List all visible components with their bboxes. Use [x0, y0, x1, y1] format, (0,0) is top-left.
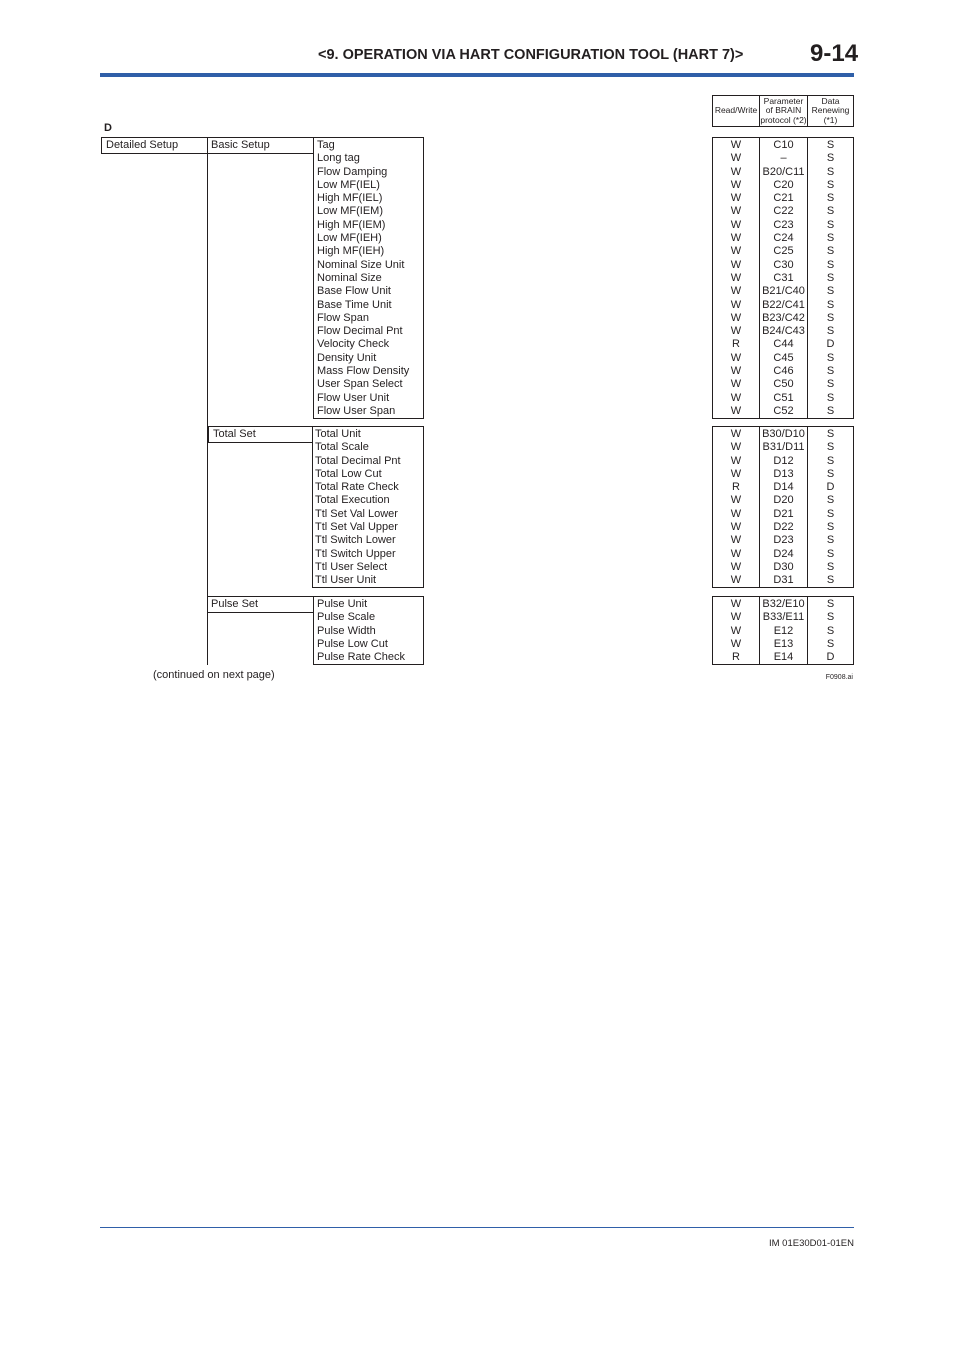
param-item: Ttl Set Val Lower [315, 507, 398, 520]
attr-cell-rw: W [730, 232, 742, 245]
attr-cell-brain: E12 [773, 624, 794, 637]
attr-column-brain [760, 597, 807, 664]
param-item: Ttl Switch Lower [315, 534, 396, 547]
attr-block-total-set [712, 426, 854, 588]
attr-cell-brain: B32/E10 [762, 598, 805, 610]
attr-cell-renew: S [826, 285, 835, 298]
attr-cell-rw: W [730, 258, 742, 271]
param-item: Long tag [317, 152, 360, 165]
attr-cell-renew: D [826, 338, 835, 351]
header-brain-line3: protocol (*2) [760, 114, 807, 125]
param-item: Low MF(IEL) [317, 178, 380, 191]
attr-cell-brain: D20 [773, 494, 794, 507]
param-item: Nominal Size Unit [317, 258, 405, 271]
attr-cell-renew: S [826, 325, 835, 338]
attr-cell-brain: B31/D11 [762, 441, 805, 454]
attr-column-renew [808, 138, 853, 418]
header-renew-line1: Data [821, 95, 840, 106]
attr-cell-brain: B20/C11 [762, 165, 805, 178]
attr-cell-renew: S [826, 494, 835, 507]
param-item: Nominal Size [317, 271, 382, 284]
attr-cell-brain: C20 [773, 178, 794, 191]
page-header-title: <9. OPERATION VIA HART CONFIGURATION TOOL (HART 7)> [318, 47, 744, 63]
attr-cell-rw: W [730, 178, 742, 191]
attr-cell-brain: D13 [773, 467, 794, 480]
param-item: Flow User Span [317, 404, 396, 417]
attr-cell-rw: W [730, 574, 742, 587]
attr-cell-brain: C25 [773, 245, 794, 258]
attr-cell-brain: B33/E11 [762, 611, 805, 624]
group-box-total-set [208, 426, 314, 443]
attr-cell-rw: W [730, 598, 742, 610]
attr-cell-brain: C22 [773, 205, 794, 218]
attr-cell-brain: B30/D10 [762, 428, 805, 440]
param-item: Base Time Unit [317, 298, 392, 311]
attr-column-brain [760, 138, 807, 418]
group-label-basic-setup: Basic Setup [211, 139, 270, 151]
param-item: Total Unit [315, 428, 361, 440]
attr-cell-brain: C23 [773, 218, 794, 231]
attr-cell-brain: D31 [773, 574, 794, 587]
attr-cell-brain: D21 [773, 507, 794, 520]
attr-column-rw [713, 597, 759, 664]
attr-cell-brain: D14 [773, 481, 794, 494]
attr-cell-brain: D23 [773, 534, 794, 547]
header-rule [100, 73, 854, 77]
attr-cell-renew: S [826, 624, 835, 637]
attr-cell-renew: S [826, 404, 835, 417]
attr-cell-renew: S [826, 351, 835, 364]
attr-cell-rw: W [730, 245, 742, 258]
attr-cell-brain: C44 [773, 338, 794, 351]
attr-block-basic-setup [712, 137, 854, 419]
attr-block-pulse-set [712, 596, 854, 665]
attr-cell-rw: W [730, 325, 742, 338]
attr-cell-brain: E14 [773, 651, 794, 664]
attr-cell-brain: C51 [773, 391, 794, 404]
param-item: Pulse Rate Check [317, 651, 406, 664]
attr-cell-rw: W [730, 521, 742, 534]
attr-cell-rw: W [730, 165, 742, 178]
group-label-total-set: Total Set [213, 428, 256, 440]
attr-cell-brain: B22/C41 [762, 298, 805, 311]
menu-root-box [101, 137, 208, 154]
param-box-basic-setup [313, 137, 424, 419]
param-item: User Span Select [317, 378, 403, 391]
attr-cell-rw: W [730, 507, 742, 520]
attr-cell-rw: W [730, 391, 742, 404]
attr-cell-renew: S [826, 218, 835, 231]
attr-cell-renew: S [826, 428, 835, 440]
param-item: Total Low Cut [315, 467, 382, 480]
attr-column-rw [713, 427, 759, 588]
attr-cell-rw: W [730, 192, 742, 205]
attr-cell-renew: S [826, 391, 835, 404]
attr-cell-rw: W [730, 624, 742, 637]
attr-cell-rw: W [730, 351, 742, 364]
param-item: Low MF(IEM) [317, 205, 383, 218]
param-item: Flow Damping [317, 165, 388, 178]
section-letter: D [104, 122, 112, 134]
attr-cell-rw: W [730, 365, 742, 378]
attr-cell-brain: B21/C40 [762, 285, 805, 298]
menu-root-label: Detailed Setup [106, 139, 179, 151]
attr-cell-renew: S [826, 507, 835, 520]
figure-id: F0908.ai [825, 674, 853, 681]
param-item: Density Unit [317, 351, 377, 364]
group-label-pulse-set: Pulse Set [211, 598, 259, 610]
attr-cell-rw: W [730, 441, 742, 454]
attr-cell-rw: W [730, 378, 742, 391]
attr-cell-renew: D [826, 651, 835, 664]
param-list-basic-setup [317, 139, 409, 418]
param-item: High MF(IEH) [317, 245, 385, 258]
param-box-pulse-set [313, 596, 424, 665]
footer-doc-number: IM 01E30D01-01EN [768, 1238, 854, 1249]
attr-cell-brain: D22 [773, 521, 794, 534]
header-brain-parameter [760, 96, 807, 126]
param-item: Total Decimal Pnt [315, 454, 401, 467]
header-read-write [713, 96, 759, 126]
attr-cell-brain: C24 [773, 232, 794, 245]
attr-cell-rw: W [730, 152, 742, 165]
attr-cell-renew: S [826, 378, 835, 391]
param-item: High MF(IEM) [317, 218, 386, 231]
attr-cell-rw: W [730, 311, 742, 324]
attr-cell-renew: S [826, 637, 835, 650]
attr-cell-brain: C50 [773, 378, 794, 391]
attr-cell-rw: W [730, 428, 742, 440]
attr-cell-renew: S [826, 178, 835, 191]
attr-cell-renew: S [826, 521, 835, 534]
attr-cell-renew: S [826, 245, 835, 258]
header-read-write-text: Read/Write [714, 105, 758, 116]
param-item: Low MF(IEH) [317, 232, 382, 245]
attr-cell-brain: – [780, 152, 787, 165]
attr-table-header [712, 95, 854, 127]
attr-cell-renew: S [826, 165, 835, 178]
attr-cell-renew: S [826, 258, 835, 271]
header-brain-line1: Parameter [763, 95, 804, 106]
group-box-basic-setup [207, 137, 314, 154]
param-item: Mass Flow Density [317, 365, 410, 378]
attr-cell-brain: C10 [773, 139, 794, 151]
attr-cell-renew: S [826, 534, 835, 547]
attr-column-rw [713, 138, 759, 418]
footer-rule [100, 1227, 854, 1228]
attr-cell-renew: S [826, 152, 835, 165]
group-connector-line [207, 153, 208, 665]
param-item: Total Rate Check [315, 481, 399, 494]
attr-cell-renew: S [826, 298, 835, 311]
attr-cell-renew: S [826, 560, 835, 573]
param-box-total-set [312, 426, 424, 588]
attr-cell-rw: W [730, 467, 742, 480]
attr-column-renew [808, 597, 853, 664]
param-item: Ttl Switch Upper [315, 547, 396, 560]
header-renew-line3: (*1) [823, 114, 838, 125]
attr-cell-brain: C21 [773, 192, 794, 205]
attr-cell-renew: S [826, 441, 835, 454]
attr-cell-rw: W [730, 454, 742, 467]
attr-cell-renew: S [826, 311, 835, 324]
header-brain-line2: of BRAIN [765, 105, 802, 116]
header-renew-line2: Renewing [811, 105, 850, 116]
attr-cell-brain: C30 [773, 258, 794, 271]
attr-cell-rw: W [730, 285, 742, 298]
attr-cell-rw: W [730, 637, 742, 650]
attr-cell-renew: S [826, 139, 835, 151]
attr-cell-rw: R [732, 338, 740, 351]
attr-cell-brain: D12 [773, 454, 794, 467]
attr-cell-rw: W [730, 139, 742, 151]
attr-cell-renew: S [826, 547, 835, 560]
attr-cell-brain: C45 [773, 351, 794, 364]
param-item: Pulse Scale [317, 611, 376, 624]
attr-cell-renew: S [826, 598, 835, 610]
attr-cell-rw: W [730, 271, 742, 284]
attr-cell-brain: C52 [773, 404, 794, 417]
param-item: Total Execution [315, 494, 390, 507]
attr-cell-rw: W [730, 494, 742, 507]
attr-cell-brain: D30 [773, 560, 794, 573]
attr-cell-rw: W [730, 611, 742, 624]
attr-cell-renew: S [826, 611, 835, 624]
attr-column-renew [808, 427, 853, 588]
attr-cell-brain: E13 [773, 637, 794, 650]
group-box-pulse-set [207, 596, 314, 613]
attr-cell-renew: S [826, 271, 835, 284]
attr-cell-rw: R [732, 651, 740, 664]
param-item: Velocity Check [317, 338, 390, 351]
param-item: Pulse Low Cut [317, 637, 388, 650]
attr-cell-renew: S [826, 232, 835, 245]
param-item: Pulse Unit [317, 598, 368, 610]
attr-cell-rw: R [732, 481, 740, 494]
param-item: Ttl User Select [315, 560, 388, 573]
param-item: High MF(IEL) [317, 192, 383, 205]
param-list-total-set [315, 428, 401, 588]
attr-cell-brain: C31 [773, 271, 794, 284]
attr-cell-brain: B23/C42 [762, 311, 805, 324]
param-item: Base Flow Unit [317, 285, 391, 298]
attr-cell-renew: S [826, 467, 835, 480]
param-item: Pulse Width [317, 624, 376, 637]
attr-cell-rw: W [730, 547, 742, 560]
attr-cell-renew: S [826, 365, 835, 378]
param-item: Tag [317, 139, 335, 151]
param-item: Ttl User Unit [315, 574, 377, 587]
attr-cell-rw: W [730, 560, 742, 573]
attr-cell-rw: W [730, 404, 742, 417]
param-item: Flow User Unit [317, 391, 390, 404]
attr-cell-renew: S [826, 205, 835, 218]
attr-cell-rw: W [730, 205, 742, 218]
param-item: Flow Decimal Pnt [317, 325, 403, 338]
attr-cell-brain: D24 [773, 547, 794, 560]
attr-cell-rw: W [730, 218, 742, 231]
continued-note: (continued on next page) [153, 669, 275, 681]
param-item: Flow Span [317, 311, 369, 324]
attr-cell-renew: S [826, 574, 835, 587]
attr-cell-brain: C46 [773, 365, 794, 378]
attr-cell-rw: W [730, 534, 742, 547]
param-list-pulse-set [317, 598, 405, 664]
attr-cell-renew: S [826, 454, 835, 467]
param-item: Ttl Set Val Upper [315, 521, 398, 534]
attr-cell-renew: S [826, 192, 835, 205]
page-number: 9-14 [810, 40, 859, 67]
header-data-renewing [808, 96, 853, 126]
attr-cell-brain: B24/C43 [762, 325, 805, 338]
attr-cell-rw: W [730, 298, 742, 311]
attr-column-brain [760, 427, 807, 588]
param-item: Total Scale [315, 441, 369, 454]
attr-cell-renew: D [826, 481, 835, 494]
